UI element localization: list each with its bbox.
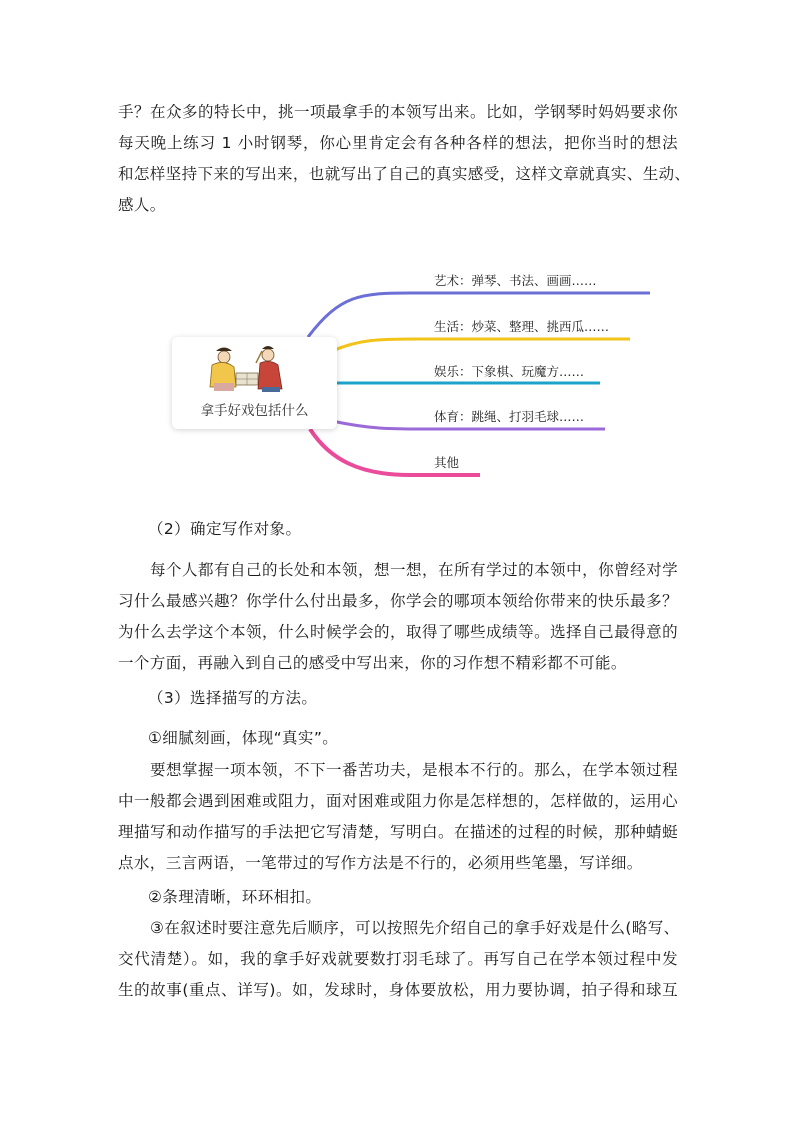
text-line: 一个方面，再融入到自己的感受中写出来，你的习作想不精彩都不可能。 <box>118 654 627 672</box>
mind-map-center-title: 拿手好戏包括什么 <box>200 403 309 419</box>
text-line: 生的故事(重点、详写)。如，发球时，身体要放松，用力要协调，拍子得和球互 <box>118 981 678 999</box>
point-heading: ①细腻刻画，体现“真实”。 <box>148 729 339 747</box>
mind-map <box>160 255 660 485</box>
text-line: 习什么最感兴趣？你学什么付出最多，你学会的哪项本领给你带来的快乐最多？ <box>118 592 678 610</box>
section3-paragraph-2 <box>118 913 678 1006</box>
text-line: 和怎样坚持下来的写出来，也就写出了自己的真实感受，这样文章就真实、生动、 <box>118 165 691 183</box>
point-heading: ②条理清晰，环环相扣。 <box>148 888 322 906</box>
branch-label-other: 其他 <box>434 455 460 470</box>
text-line: 每个人都有自己的长处和本领，想一想，在所有学过的本领中，你曾经对学 <box>150 561 678 579</box>
text-line: 交代清楚）。如，我的拿手好戏就要数打羽毛球了。再写自己在学本领过程中发 <box>118 950 678 968</box>
text-line: 感人。 <box>118 196 166 214</box>
branch-label-entertainment: 娱乐：下象棋、玩魔方…… <box>434 364 585 379</box>
branch-label-life: 生活：炒菜、整理、挑西瓜…… <box>434 319 610 334</box>
text-line: 点水，三言两语，一笔带过的写作方法是不行的，必须用些笔墨，写详细。 <box>118 854 643 872</box>
chess-players-illustration <box>202 343 292 395</box>
branch-line-life <box>332 339 630 351</box>
text-line: 手？在众多的特长中，挑一项最拿手的本领写出来。比如，学钢琴时妈妈要求你 <box>118 103 678 121</box>
text-line: 理描写和动作描写的手法把它写清楚，写明白。在描述的过程的时候，那种蜻蜓 <box>118 823 678 841</box>
text-line: 要想掌握一项本领，不下一番苦功夫，是根本不行的。那么，在学本领过程 <box>150 761 678 779</box>
mind-map-center-card <box>172 337 337 429</box>
branch-label-sports: 体育：跳绳、打羽毛球…… <box>434 409 585 424</box>
text-line: 每天晚上练习 1 小时钢琴，你心里肯定会有各种各样的想法，把你当时的想法 <box>118 134 678 152</box>
text-line: 中一般都会遇到困难或阻力，面对困难或阻力你是怎样想的，怎样做的，运用心 <box>118 792 678 810</box>
intro-paragraph <box>118 97 691 221</box>
section2-paragraph <box>118 555 678 679</box>
section-heading: （2）确定写作对象。 <box>148 520 302 538</box>
section-heading: （3）选择描写的方法。 <box>148 689 318 707</box>
text-line: ③在叙述时要注意先后顺序，可以按照先介绍自己的拿手好戏是什么(略写、 <box>150 919 680 937</box>
text-line: 为什么去学这个本领，什么时候学会的，取得了哪些成绩等。选择自己最得意的 <box>118 623 678 641</box>
section3-paragraph-1 <box>118 755 678 879</box>
branch-label-art: 艺术：弹琴、书法、画画…… <box>434 273 597 288</box>
